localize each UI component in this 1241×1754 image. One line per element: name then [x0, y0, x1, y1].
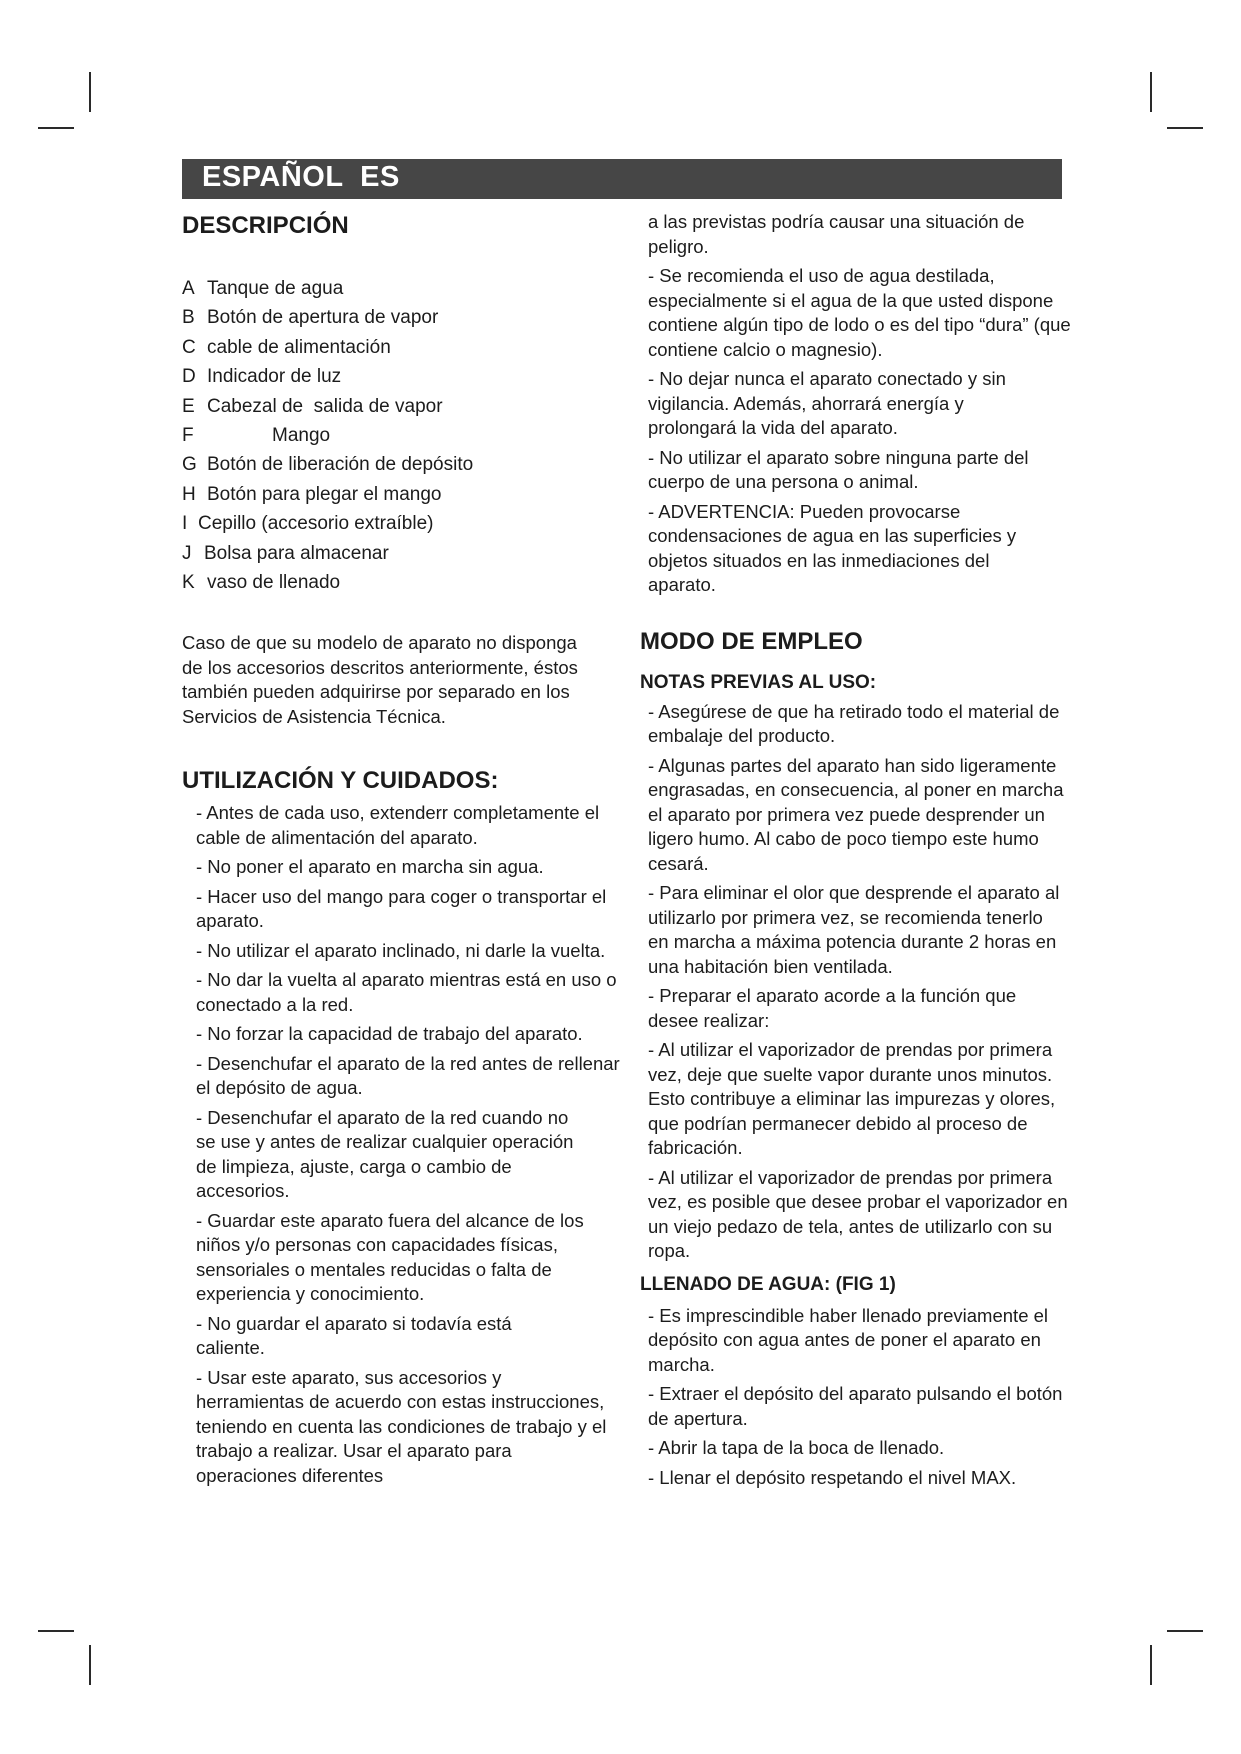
- list-item: - Algunas partes del aparato han sido ligeramente engrasadas, en consecuencia, al poner en marcha el aparato por primera vez puede desprender un ligero humo. Al cabo de poco tiempo este humo cesará.: [648, 754, 1064, 874]
- list-item: - Desenchufar el aparato de la red antes de rellenar el depósito de agua.: [196, 1052, 620, 1099]
- crop-mark-top-left-vertical: [89, 72, 91, 112]
- list-item: - No forzar la capacidad de trabajo del aparato.: [196, 1023, 583, 1045]
- legend-item-g: G Botón de liberación de depósito: [182, 454, 474, 476]
- list-item: - No dejar nunca el aparato conectado y sin vigilancia. Además, ahorrará energía y prolongará la vida del aparato.: [648, 368, 1006, 438]
- crop-mark-bottom-right-horizontal: [1167, 1630, 1203, 1632]
- notes-heading: NOTAS PREVIAS AL USO:: [640, 671, 877, 693]
- legend-item-h: H Botón para plegar el mango: [182, 483, 442, 505]
- list-item: - Extraer el depósito del aparato pulsando el botón de apertura.: [648, 1383, 1063, 1429]
- list-item: - Antes de cada uso, extenderr completamente el cable de alimentación del aparato.: [196, 802, 600, 848]
- legend-item-e: E Cabezal de salida de vapor: [182, 395, 443, 417]
- legend-item-k: K vaso de llenado: [182, 572, 341, 594]
- list-item: - Asegúrese de que ha retirado todo el material de embalaje del producto.: [648, 700, 1060, 746]
- list-item: - Llenar el depósito respetando el nivel MAX.: [648, 1466, 1017, 1488]
- legend-item-b: B Botón de apertura de vapor: [182, 307, 439, 329]
- list-item: a las previstas podría causar una situación de peligro.: [648, 211, 1025, 257]
- usage-heading: UTILIZACIÓN Y CUIDADOS:: [182, 767, 499, 795]
- notes-list: [640, 700, 1088, 1264]
- list-item: - Al utilizar el vaporizador de prendas por primera vez, es posible que desee probar el vaporizador en un viejo pedazo de tela, antes de utilizarlo con su ropa.: [648, 1166, 1068, 1261]
- list-item: - No poner el aparato en marcha sin agua.: [196, 856, 544, 878]
- list-item: - ADVERTENCIA: Pueden provocarse condensaciones de agua en las superficies y objetos situados en las inmediaciones del aparato.: [648, 500, 1017, 595]
- legend-item-a: A Tanque de agua: [182, 278, 344, 299]
- crop-mark-bottom-left-vertical: [89, 1645, 91, 1685]
- legend-item-d: D Indicador de luz: [182, 366, 342, 388]
- list-item: - No dar la vuelta al aparato mientras está en uso o conectado a la red.: [196, 969, 617, 1015]
- list-item: - Guardar este aparato fuera del alcance de los niños y/o personas con capacidades físicas, sensoriales o mentales reducidas o falta de experiencia y conocimiento.: [196, 1209, 584, 1305]
- crop-mark-top-right-horizontal: [1167, 127, 1203, 129]
- right-column: [640, 210, 1080, 1495]
- list-item: - Abrir la tapa de la boca de llenado.: [648, 1437, 945, 1458]
- list-item: - Hacer uso del mango para coger o transportar el aparato.: [196, 885, 607, 932]
- language-banner: [182, 159, 1062, 199]
- crop-mark-bottom-right-vertical: [1150, 1645, 1152, 1685]
- crop-mark-bottom-left-horizontal: [38, 1630, 74, 1632]
- filling-heading: LLENADO DE AGUA: (FIG 1): [640, 1273, 896, 1295]
- list-item: - Se recomienda el uso de agua destilada, especialmente si el agua de la que usted dispone contiene algún tipo de lodo o es del tipo “dura” (que contiene calcio o magnesio).: [648, 265, 1071, 360]
- list-item: - Es imprescindible haber llenado previamente el depósito con agua antes de poner el aparato en marcha.: [648, 1304, 1049, 1375]
- accessories-note: Caso de que su modelo de aparato no disponga de los accesorios descritos anteriormente, éstos también pueden adquirirse por separado en los Servicios de Asistencia Técnica.: [182, 632, 578, 727]
- legend-item-c: C cable de alimentación: [182, 336, 391, 358]
- list-item: - No guardar el aparato si todavía está caliente.: [196, 1312, 512, 1359]
- list-item: - No utilizar el aparato sobre ninguna parte del cuerpo de una persona o animal.: [648, 446, 1029, 492]
- left-column: [182, 210, 622, 1493]
- filling-list: [640, 1304, 1088, 1491]
- usage-list: [182, 801, 626, 1488]
- parts-legend: [182, 274, 622, 597]
- list-item: - Para eliminar el olor que desprende el aparato al utilizarlo por primera vez, se recomienda tenerlo en marcha a máxima potencia durante 2 horas en una habitación bien ventilada.: [648, 882, 1060, 977]
- legend-item-j: J Bolsa para almacenar: [182, 542, 389, 564]
- legend-item-i: I Cepillo (accesorio extraíble): [182, 513, 434, 535]
- mode-heading: MODO DE EMPLEO: [640, 627, 863, 655]
- list-item: - Preparar el aparato acorde a la función que desee realizar:: [648, 985, 1017, 1031]
- list-item: - Al utilizar el vaporizador de prendas por primera vez, deje que suelte vapor durante unos minutos. Esto contribuye a eliminar las impurezas y olores, que podrían permanecer debido al proceso de fabricación.: [648, 1039, 1056, 1158]
- crop-mark-top-left-horizontal: [38, 127, 74, 129]
- description-heading: DESCRIPCIÓN: [182, 212, 349, 239]
- list-item: - Desenchufar el aparato de la red cuando no se use y antes de realizar cualquier operación de limpieza, ajuste, carga o cambio de accesorios.: [196, 1106, 574, 1202]
- language-title: ESPAÑOL ES: [202, 161, 400, 193]
- list-item: - Usar este aparato, sus accesorios y herramientas de acuerdo con estas instrucciones, teniendo en cuenta las condiciones de trabajo y el trabajo a realizar. Usar el aparato para operaciones diferentes: [196, 1366, 607, 1486]
- list-item: - No utilizar el aparato inclinado, ni darle la vuelta.: [196, 939, 606, 961]
- crop-mark-top-right-vertical: [1150, 72, 1152, 112]
- legend-item-f: F Mango: [182, 425, 331, 447]
- continued-list: [640, 210, 1078, 598]
